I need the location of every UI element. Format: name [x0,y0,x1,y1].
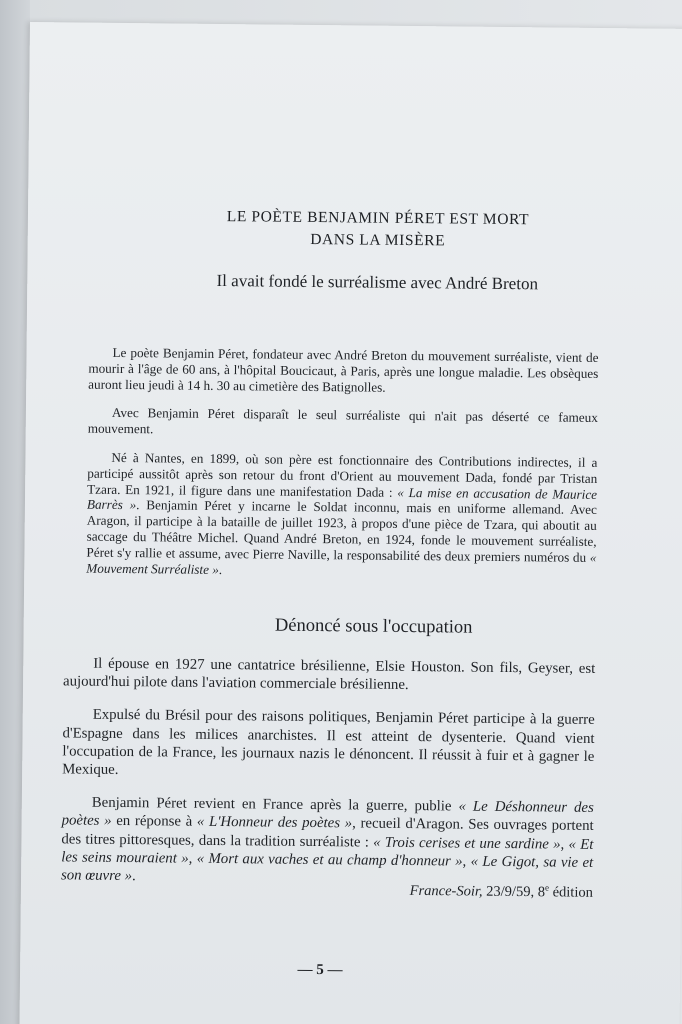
title-deshonneur: « Le Déshonneur des poètes » [61,798,594,830]
paragraph-5: Expulsé du Brésil pour des raisons politiques, Benjamin Péret participe à la guerre d'Espagne dans les milices anarchistes. Il est atteint de dysenterie. Quand vient l'occupation de la France, les journaux nazis le dénoncent. Il réussit à fuir et à gagner le Mexique. [62,707,595,778]
paragraph-3 [86,450,597,582]
source-edition: édition [548,884,593,901]
title-le-gigot: « Le Gigot, sa vie et son œuvre » [60,853,594,885]
paragraph-6-part-e: , recueil d'Aragon. Ses ouvrages portent des titres pittoresques, dans la tradition surréaliste : [61,815,594,851]
source-name: France-Soir, [409,882,483,900]
paragraph-6 [61,794,594,891]
headline-line-1: LE POÈTE BENJAMIN PÉRET EST MORT [226,208,530,229]
paragraph-3-part-e: . [218,561,223,577]
paragraph-3-part-c: . Benjamin Péret y incarne le Soldat inconnu, mais en uniforme allemand. Avec Aragon, il participe à la bataille de juillet 1923, à propos d'une pièce de Tzara, qui aboutit au saccage du Théâtre Michel. Quand André Breton, en 1924, fonde le mouvement surréaliste, Péret s'y rallie et assume, avec Pierre Naville, la responsabilité des deux premiers numéros du [86,497,598,565]
headline-line-2: DANS LA MISÈRE [310,230,446,250]
source-edition-superscript: e [545,882,550,893]
title-seins-mouraient: « Et les seins mouraient » [61,836,594,867]
paragraph-3-title-barres: « La mise en accusation de Maurice Barrès » [86,484,598,513]
paragraph-6-part-a: Benjamin Péret revient en France après la guerre, publie [91,794,459,815]
article-subheadline: Il avait fondé le surréalisme avec André Breton [216,270,539,294]
title-honneur: « L'Honneur des poètes » [196,814,353,832]
paragraph-6-part-m: . [131,868,136,885]
intro-text-block [86,345,599,595]
paragraph-6-part-i: , [188,850,197,867]
document-page [19,22,682,1024]
paragraph-3-part-a: Né à Nantes, en 1899, où son père est fonctionnaire des Contributions indirectes, il a participé aussitôt après son retour du front d'Orient au mouvement Dada, fondé par Tristan Tzara. En 1921, il figure dans une manifestation Dada : [87,449,598,500]
paragraph-2: Avec Benjamin Péret disparaît le seul surréaliste qui n'ait pas déserté ce fameux mouvement. [87,405,598,437]
source-citation [221,879,593,902]
article-headline [108,205,648,255]
section-heading: Dénoncé sous l'occupation [274,615,473,638]
source-date: 23/9/59, 8 [482,883,546,901]
paragraph-1: Le poète Benjamin Péret, fondateur avec André Breton du mouvement surréaliste, vient de mourir à l'âge de 60 ans, à l'hôpital Boucicaut, à Paris, après une longue maladie. Les obsèques auront lieu jeudi à 14 h. 30 au cimetière des Batignolles. [88,344,599,395]
title-mort-aux-vaches: « Mort aux vaches et au champ d'honneur » [196,850,463,870]
paragraph-6-part-c: en réponse à [111,813,198,831]
main-text-block [61,654,596,905]
page-number: — 5 — [297,961,343,979]
paragraph-3-title-mouvement: « Mouvement Surréaliste » [86,549,597,577]
title-trois-cerises: « Trois cerises et une sardine » [373,834,561,853]
paragraph-4: Il épouse en 1927 une cantatrice brésilienne, Elsie Houston. Son fils, Geyser, est aujourd'hui pilote dans l'aviation commerciale brésilienne. [63,655,596,694]
paragraph-6-part-k: , [462,853,471,870]
paragraph-6-part-g: , [560,836,569,853]
